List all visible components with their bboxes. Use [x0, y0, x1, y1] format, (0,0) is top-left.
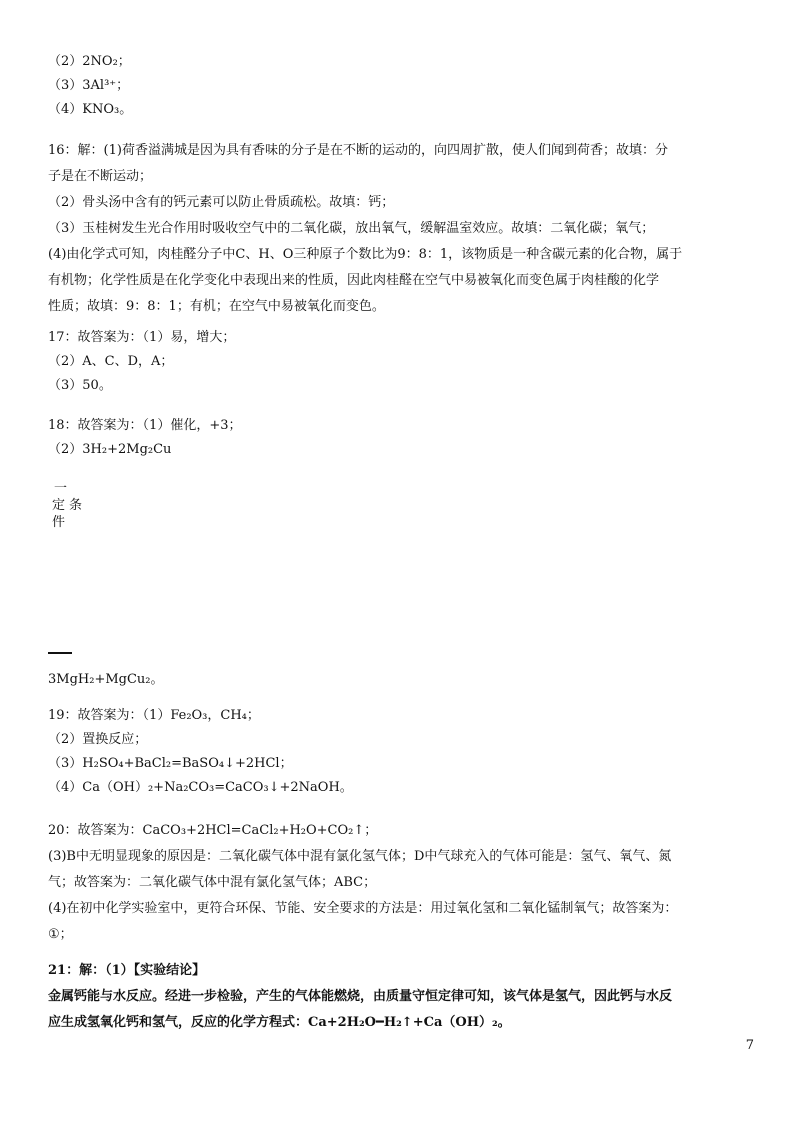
text-line: 金属钙能与水反应。经进一步检验，产生的气体能燃烧，由质量守恒定律可知，该气体是氢气，因此钙与水反: [48, 989, 673, 1004]
answer-block-15: [48, 50, 760, 122]
text-line: 应生成氢氧化钙和氢气，反应的化学方程式：Ca+2H₂O━H₂↑+Ca（OH）₂。: [48, 1015, 511, 1030]
answer-block-20: [48, 818, 760, 948]
text-line: (4)在初中化学实验室中，更符合环保、节能、安全要求的方法是：用过氧化氢和二氧化锰制氧气；故答案为：: [48, 901, 678, 916]
text-line: （2）2NO₂；: [48, 54, 131, 69]
text-line: （3）50。: [48, 378, 112, 393]
page-number: 7: [745, 1038, 754, 1053]
text-line: 3MgH₂+MgCu₂。: [48, 672, 164, 687]
text-line: 19：故答案为：（1）Fe₂O₃，CH₄；: [48, 708, 260, 723]
text-line: （3）3Al³⁺；: [48, 78, 130, 93]
condition-char: 定: [52, 498, 66, 513]
text-line: （2）置换反应；: [48, 732, 148, 747]
reaction-condition: [52, 480, 92, 531]
text-line: （2）骨头汤中含有的钙元素可以防止骨质疏松。故填：钙；: [48, 195, 395, 210]
text-line: 性质；故填：9：8：1；有机；在空气中易被氧化而变色。: [48, 299, 385, 314]
text-line: （2）A、C、D，A；: [48, 354, 174, 369]
condition-char: 条: [69, 498, 83, 513]
answer-block-18: [48, 414, 760, 462]
text-line: 16：解：(1)荷香溢满城是因为具有香味的分子是在不断的运动的，向四周扩散，使人们闻到荷香；故填：分: [48, 143, 668, 158]
condition-row: [52, 497, 92, 514]
condition-char: 件: [52, 515, 66, 530]
text-line: 气；故答案为：二氧化碳气体中混有氯化氢气体；ABC；: [48, 875, 377, 890]
answer-block-18-tail: [48, 668, 760, 692]
text-line: (4)由化学式可知，肉桂醛分子中C、H、O三种原子个数比为9：8：1，该物质是一种含碳元素的化合物，属于: [48, 247, 683, 262]
answer-block-21: [48, 958, 760, 1036]
text-line: ①；: [48, 927, 73, 942]
text-line: 21：解：（1）【实验结论】: [48, 963, 206, 978]
text-line: 20：故答案为：CaCO₃+2HCl=CaCl₂+H₂O+CO₂↑；: [48, 823, 378, 838]
text-line: 18：故答案为：（1）催化，+3；: [48, 418, 242, 433]
text-line: 子是在不断运动；: [48, 169, 153, 184]
text-line: 有机物；化学性质是在化学变化中表现出来的性质，因此肉桂醛在空气中易被氧化而变色属于肉桂酸的化学: [48, 273, 660, 288]
condition-char: 一: [54, 481, 68, 496]
text-line: （4）KNO₃。: [48, 102, 133, 117]
text-line: （4）Ca（OH）₂+Na₂CO₃=CaCO₃↓+2NaOH。: [48, 780, 353, 795]
answer-block-16: [48, 138, 760, 320]
text-line: (3)B中无明显现象的原因是：二氧化碳气体中混有氯化氢气体；D中气球充入的气体可能是：氢气、氧气、氮: [48, 849, 672, 864]
text-line: （2）3H₂+2Mg₂Cu: [48, 442, 172, 457]
answer-block-17: [48, 326, 760, 398]
text-line: （3）H₂SO₄+BaCl₂=BaSO₄↓+2HCl；: [48, 756, 293, 771]
answer-block-19: [48, 704, 760, 800]
text-line: （3）玉桂树发生光合作用时吸收空气中的二氧化碳，放出氧气，缓解温室效应。故填：二氧化碳；氧气；: [48, 221, 655, 236]
reaction-arrow-line: [48, 652, 72, 654]
text-line: 17：故答案为：（1）易，增大；: [48, 330, 236, 345]
